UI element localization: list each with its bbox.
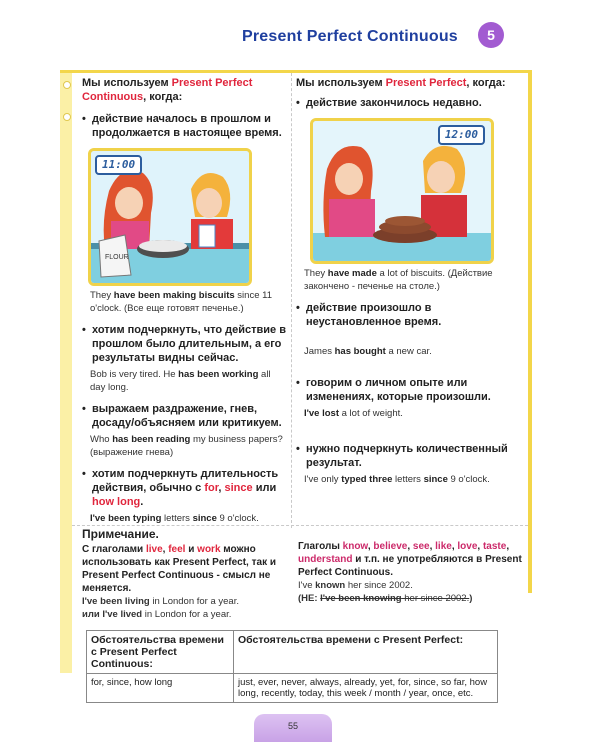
- example-text: или I've lived in London for a year.: [82, 609, 232, 620]
- example-text: I've been typing letters since 9 o'clock.: [90, 513, 259, 524]
- example-text: James has bought a new car.: [304, 346, 432, 357]
- example-text: Who has been reading my business papers? (выражение гнева): [90, 434, 283, 458]
- continuous-column: [82, 76, 287, 525]
- list-item: • нужно подчеркнуть количественный результат.: [296, 443, 508, 469]
- svg-text:FLOUR: FLOUR: [105, 254, 129, 261]
- table-cell: for, since, how long: [87, 674, 234, 703]
- continuous-heading: Мы используем Present Perfect Continuous, когда:: [82, 77, 253, 103]
- illustration-biscuits: [310, 118, 494, 264]
- note-text: Глаголы know, believe, see, like, love, taste, understand и т.п. не употребляются в Present Perfect Continuous.: [298, 541, 522, 578]
- table-header-cell: Обстоятельства времени с Present Perfect:: [234, 631, 498, 674]
- stative-verbs-note: [298, 540, 526, 605]
- example-text: I've lost a lot of weight.: [304, 408, 403, 419]
- clock-badge: 12:00: [438, 125, 485, 145]
- list-item: • говорим о личном опыте или изменениях, которые произошли.: [296, 377, 491, 403]
- top-border: [60, 70, 532, 73]
- list-item: • выражаем раздражение, гнев, досаду/объясняем или критикуем.: [82, 403, 282, 429]
- time-expressions-table: [86, 630, 498, 703]
- example-text: (НЕ: I've been knowing her since 2002.): [298, 593, 473, 604]
- example-text: Bob is very tired. He has been working all day long.: [90, 369, 271, 393]
- illustration-baking: [88, 148, 252, 286]
- note-section: [82, 528, 287, 621]
- list-item: • действие произошло в неустановленное время.: [296, 302, 442, 328]
- list-item: • хотим подчеркнуть, что действие в прошлом было длительным, а его результаты видны сейчас.: [82, 324, 286, 364]
- note-text: С глаголами live, feel и work можно использовать как Present Perfect, так и Present Perfect Continuous - смысл не меняется.: [82, 544, 277, 594]
- example-text: I've known her since 2002.: [298, 580, 413, 591]
- page-footer: [0, 714, 600, 742]
- right-border: [528, 73, 532, 593]
- table-cell: just, ever, never, always, already, yet, for, since, so far, how long, recently, today, this week / month / year, once, etc.: [234, 674, 498, 703]
- page-number: 55: [287, 721, 298, 731]
- clock-badge: 11:00: [95, 155, 142, 175]
- example-text: They have made a lot of biscuits. (Действие закончено - печенье на столе.): [304, 268, 493, 292]
- list-item: • действие закончилось недавно.: [296, 97, 482, 109]
- example-text: I've been living in London for a year.: [82, 596, 239, 607]
- page-header: [0, 20, 600, 60]
- page-title: Present Perfect Continuous: [242, 28, 458, 45]
- chapter-badge: 5: [478, 22, 504, 48]
- example-text: I've only typed three letters since 9 o'clock.: [304, 474, 490, 485]
- perfect-column: [296, 76, 524, 486]
- binder-hole: [63, 81, 71, 89]
- table-header-cell: Обстоятельства времени с Present Perfect Continuous:: [87, 631, 234, 674]
- binder-hole: [63, 113, 71, 121]
- list-item: • хотим подчеркнуть длительность действия, обычно с for, since или how long.: [82, 468, 279, 508]
- table-row: [87, 674, 498, 703]
- page-tab: [254, 714, 332, 742]
- binder-strip: [60, 73, 72, 673]
- column-divider: [291, 73, 293, 528]
- table-row: [87, 631, 498, 674]
- list-item: • действие началось в прошлом и продолжается в настоящее время.: [82, 113, 282, 139]
- perfect-heading: Мы используем Present Perfect, когда:: [296, 77, 506, 89]
- example-text: They have been making biscuits since 11 o'clock. (Все еще готовят печенье.): [90, 290, 272, 314]
- note-title: Примечание.: [82, 527, 159, 541]
